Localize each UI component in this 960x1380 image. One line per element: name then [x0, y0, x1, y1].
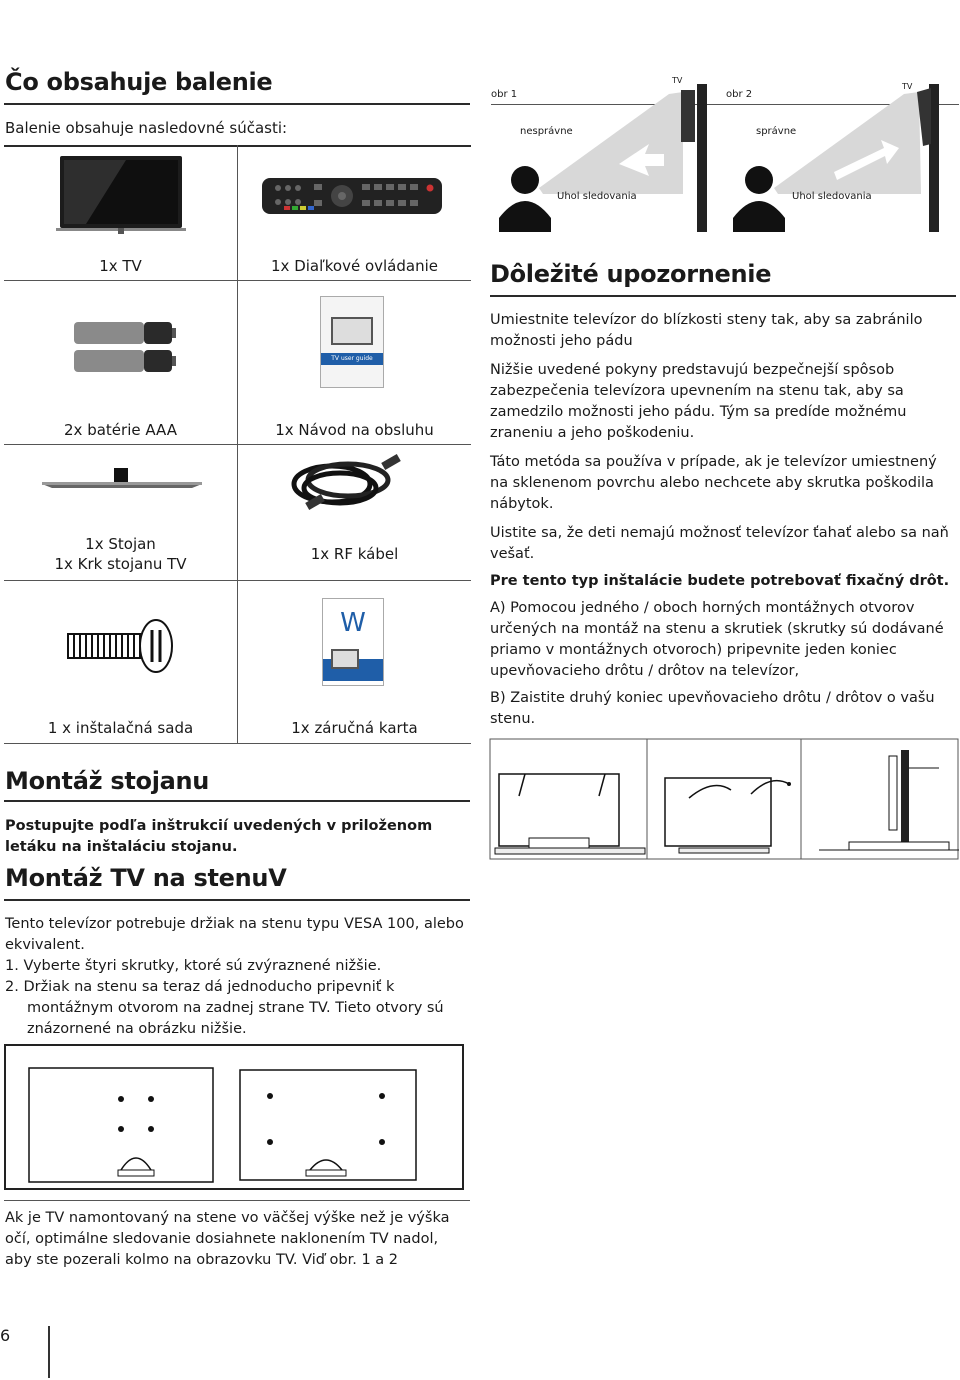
rf-cable-image — [286, 450, 410, 516]
manual-cover-label: TV user guide — [321, 353, 383, 365]
stand-title: Montáž stojanu — [5, 767, 210, 795]
vesa-hole — [148, 1096, 154, 1102]
warning-p6: A) Pomocou jedného / oboch horných montážnych otvorov určených na montáž na stenu a skrutiek (skrutky sú dodávané priamo v montážnych otvoroch) pripevnite jeden koniec upevňovacieho drôtu / drôtov na televízor, — [490, 600, 944, 679]
stand-image — [42, 466, 202, 490]
stand-caption — [4, 534, 237, 574]
vesa-hole — [267, 1139, 273, 1145]
tv-caption: 1x TV — [99, 257, 142, 275]
package-subtitle: Balenie obsahuje nasledovné súčasti: — [5, 119, 288, 137]
vesa-hole — [267, 1093, 273, 1099]
manual-caption: 1x Návod na obsluhu — [275, 421, 434, 439]
vesa-hole — [379, 1139, 385, 1145]
fig1-angle-label: Uhol sledovania — [557, 191, 637, 202]
warranty-letter: W — [340, 608, 366, 638]
fig2-label: obr 2 — [726, 89, 753, 100]
fig2-tv-label: TV — [902, 82, 913, 91]
page-number-divider — [48, 1326, 50, 1378]
tv-image — [56, 152, 186, 238]
fig2-right-label: správne — [756, 126, 797, 137]
warning-body — [490, 310, 950, 730]
warning-p3: Táto metóda sa používa v prípade, ak je televízor umiestnený na sklenenom povrchu alebo nechcete aby skrutka poškodila nábytok. — [490, 454, 937, 512]
wall-step-1: 1. Vyberte štyri skrutky, ktoré sú zvýraznené nižšie. — [5, 958, 382, 974]
viewing-angle-figures — [489, 84, 960, 232]
fig1-tv-label: TV — [672, 76, 683, 85]
vesa-hole — [148, 1126, 154, 1132]
warning-p2: Nižšie uvedené pokyny predstavujú bezpečnejší spôsob zabezpečenia televízora upevnením na stenu tak, aby sa zamedzilo možnosti jeho pádu. Tým sa predíde možnému zraneniu a jeho poškodeniu. — [490, 362, 907, 441]
wall-intro: Tento televízor potrebuje držiak na stenu typu VESA 100, alebo ekvivalent. — [5, 916, 464, 953]
wall-step-2: 2. Držiak na stenu sa teraz dá jednoducho pripevniť k montážnym otvorom na zadnej strane TV. Tieto otvory sú znázornené na obrázku nižšie. — [5, 979, 444, 1037]
page-number: 6 — [0, 1326, 11, 1345]
warning-p1: Umiestnite televízor do blízkosti steny tak, aby sa zabránilo možnosti jeho pádu — [490, 312, 923, 349]
install-kit-caption: 1 x inštalačná sada — [47, 719, 194, 737]
wall-note: Ak je TV namontovaný na stene vo väčšej výške než je výška očí, optimálne sledovanie dosiahnete naklonením TV nadol, aby ste pozerali kolmo na obrazovku TV. Viď obr. 1 a 2 — [5, 1210, 450, 1268]
warning-p5: Pre tento typ inštalácie budete potrebovať fixačný drôt. — [490, 573, 950, 589]
warning-title-rule — [490, 295, 956, 297]
warning-p4: Uistite sa, že deti nemajú možnosť televízor ťahať alebo sa naň vešať. — [490, 525, 949, 562]
fig1-label: obr 1 — [491, 89, 518, 100]
stand-caption-line2: 1x Krk stojanu TV — [54, 555, 187, 573]
vesa-drawing — [6, 1046, 462, 1188]
vesa-hole — [118, 1126, 124, 1132]
screw-image — [66, 618, 176, 674]
remote-caption: 1x Diaľkové ovládanie — [271, 257, 438, 275]
wall-title: Montáž TV na stenuV — [5, 864, 287, 892]
warning-p7: B) Zaistite druhý koniec upevňovacieho drôtu / drôtov o vašu stenu. — [490, 690, 935, 727]
batteries-image — [70, 318, 180, 378]
stand-text: Postupujte podľa inštrukcií uvedených v priloženom letáku na inštaláciu stojanu. — [5, 818, 433, 855]
note-rule — [4, 1200, 470, 1201]
wall-body — [5, 914, 467, 1040]
wall-title-rule — [4, 899, 470, 901]
wire-fixing-figure — [489, 738, 959, 860]
manual-image — [320, 296, 384, 388]
fig2-angle-label: Uhol sledovania — [792, 191, 872, 202]
warranty-card-image — [322, 598, 384, 686]
page-title: Čo obsahuje balenie — [5, 68, 273, 96]
vesa-hole — [379, 1093, 385, 1099]
remote-image — [262, 176, 442, 216]
rf-cable-caption: 1x RF kábel — [310, 545, 399, 563]
warranty-caption: 1x záručná karta — [291, 719, 418, 737]
batteries-caption: 2x batérie AAA — [64, 421, 177, 439]
warning-title: Dôležité upozornenie — [490, 260, 772, 288]
title-rule — [4, 103, 470, 105]
fig1-wrong-label: nesprávne — [520, 126, 573, 137]
stand-title-rule — [4, 800, 470, 802]
stand-caption-line1: 1x Stojan — [85, 535, 156, 553]
vesa-hole — [118, 1096, 124, 1102]
vesa-figure — [4, 1044, 464, 1190]
